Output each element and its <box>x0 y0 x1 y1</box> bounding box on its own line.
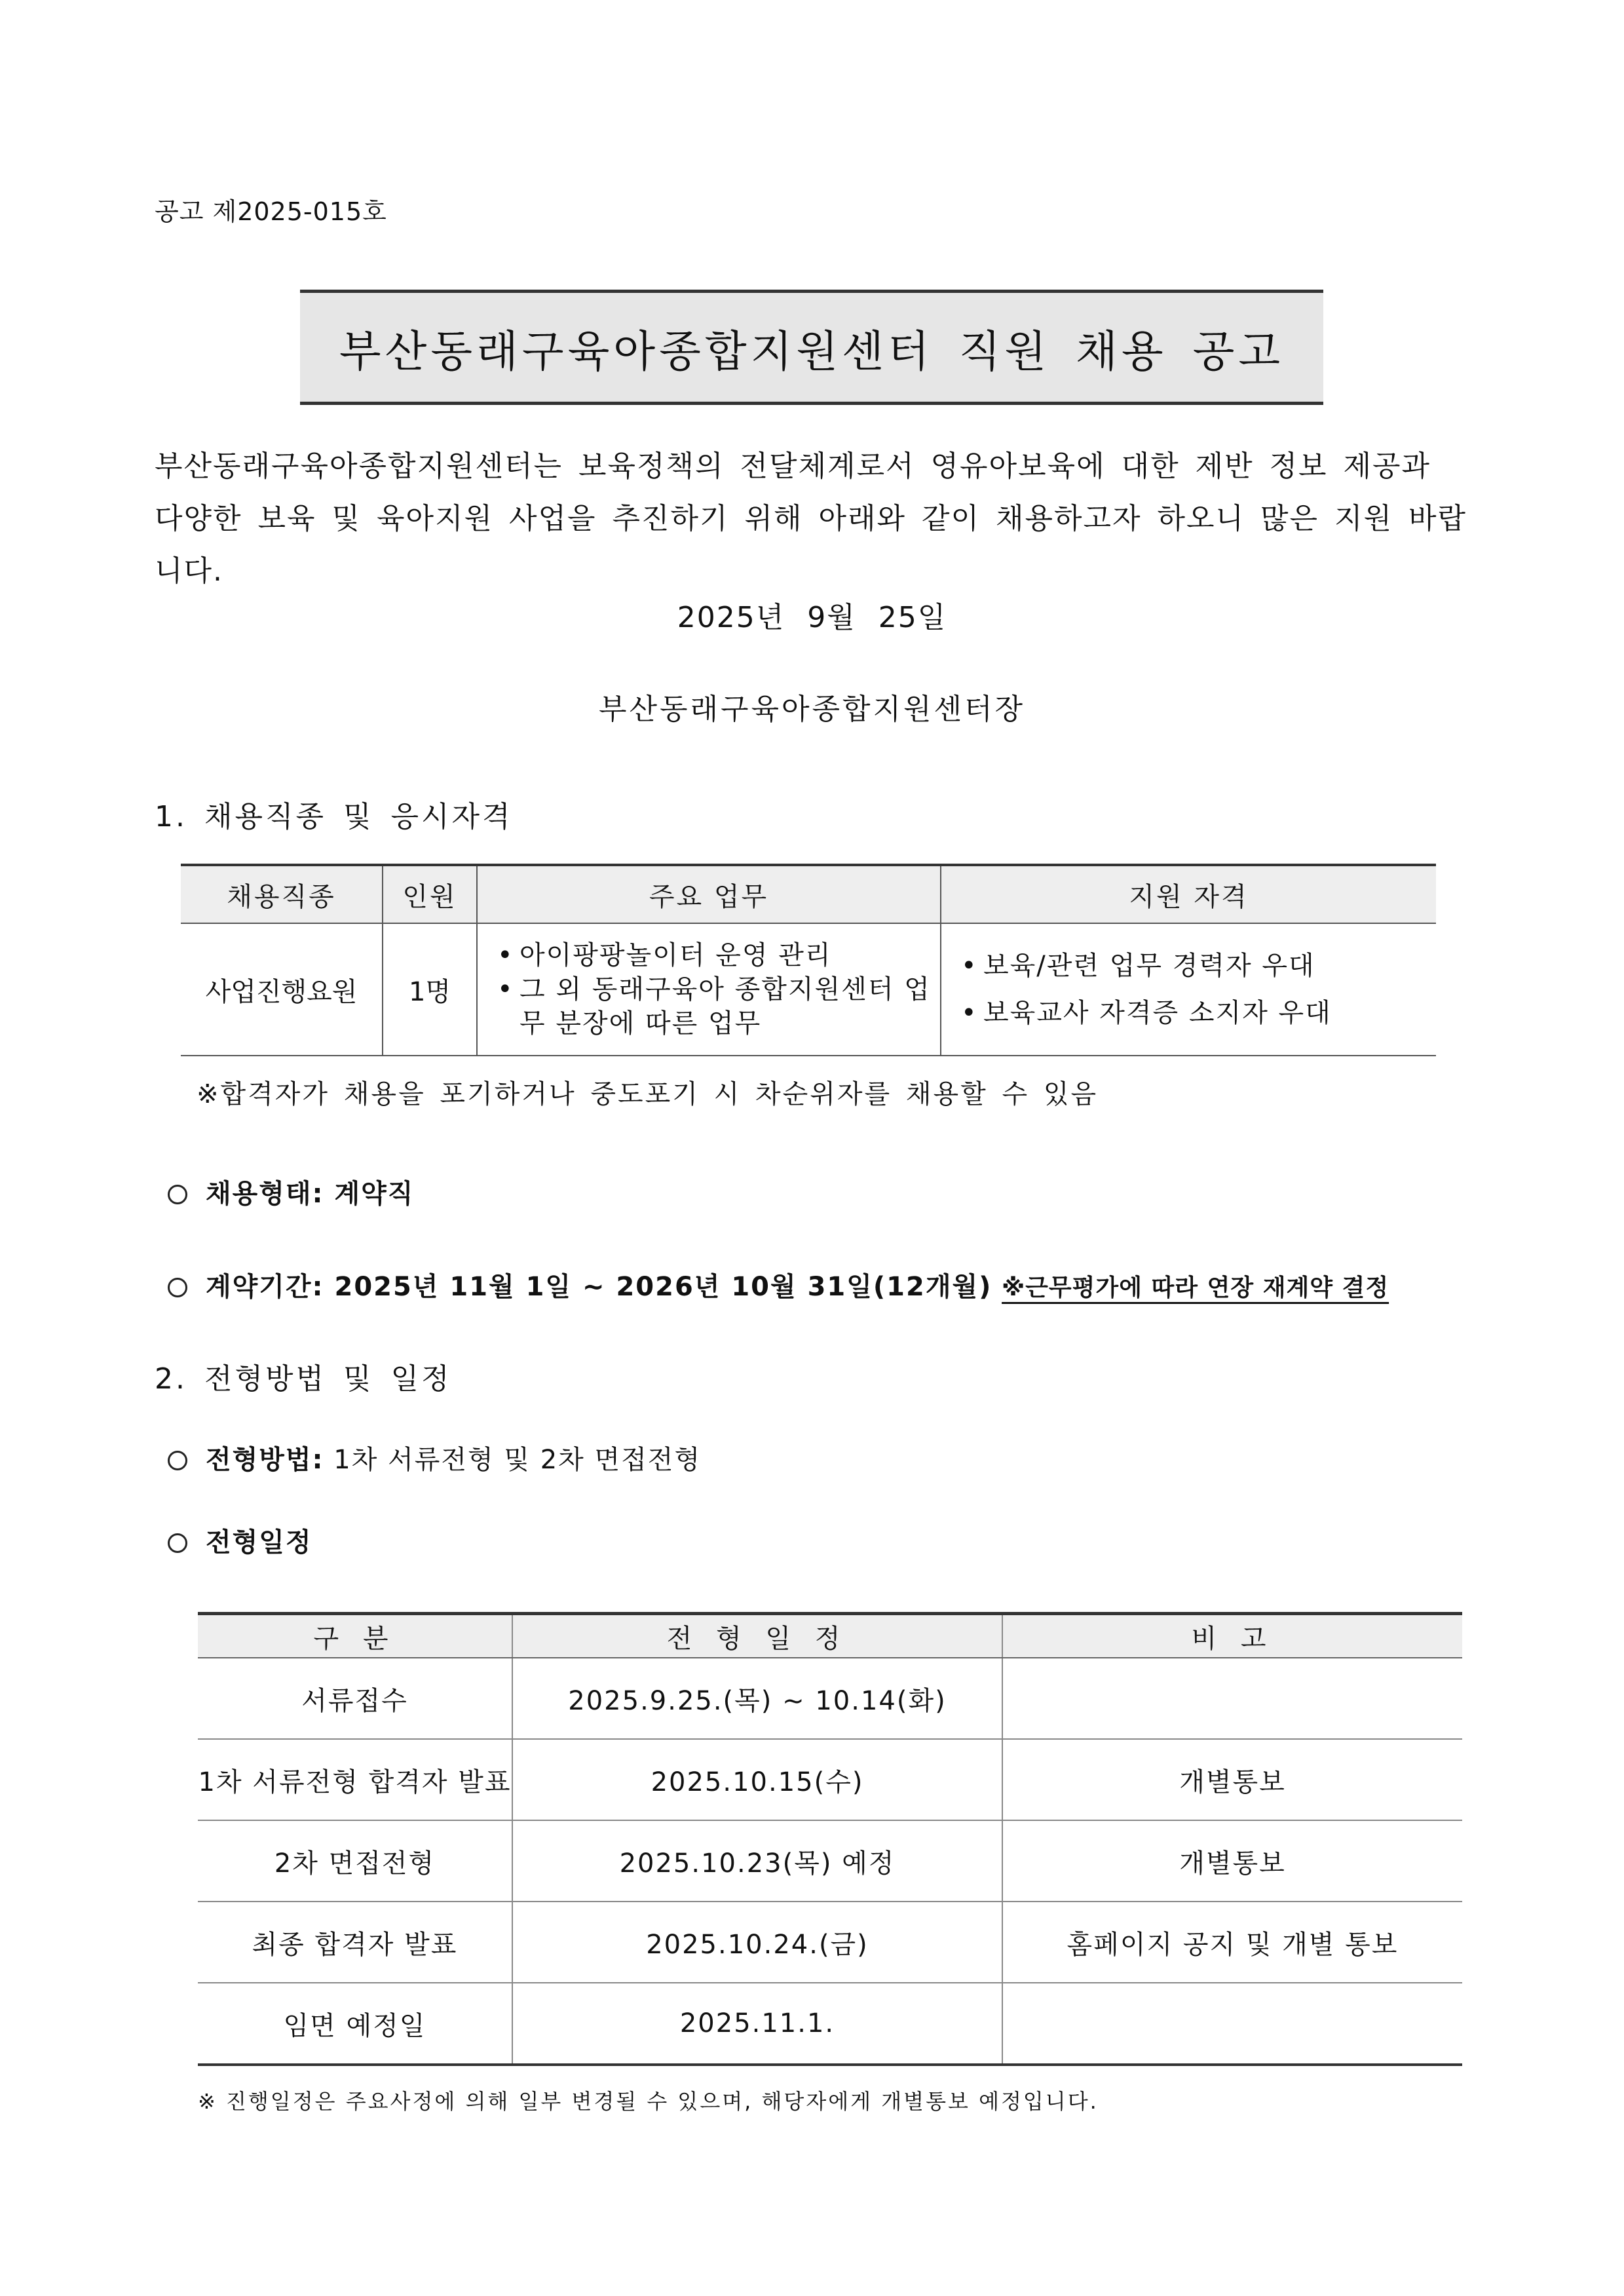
header-remark: 비 고 <box>1002 1614 1462 1658</box>
table-row <box>198 1983 1462 2065</box>
section2-heading: 2. 전형방법 및 일정 <box>155 1362 452 1396</box>
position-table <box>181 864 1436 1056</box>
section1-heading: 1. 채용직종 및 응시자격 <box>155 800 513 833</box>
schedule-footnote: ※ 진행일정은 주요사정에 의해 일부 변경될 수 있으며, 해당자에게 개별통보 예정입니다. <box>198 2089 1099 2114</box>
stage-cell: 임면 예정일 <box>198 1983 512 2065</box>
header-qualifications: 지원 자격 <box>941 865 1436 923</box>
circle-bullet-icon <box>168 1185 187 1204</box>
employment-type: 채용형태: 계약직 <box>168 1173 414 1210</box>
header-count: 인원 <box>383 865 477 923</box>
remark-cell <box>1002 1983 1462 2065</box>
intro-paragraph: 부산동래구육아종합지원센터는 보육정책의 전달체계로서 영유아보육에 대한 제반 정보 제공과 다양한 보육 및 육아지원 사업을 추진하기 위해 아래와 같이 채용하고자 하오니 많은 지원 바랍니다. <box>155 450 1467 588</box>
remark-cell: 홈페이지 공지 및 개별 통보 <box>1002 1902 1462 1983</box>
table-row <box>198 1658 1462 1739</box>
date-cell: 2025.10.24.(금) <box>512 1902 1002 1983</box>
contract-renewal-note: ※근무평가에 따라 연장 재계약 결정 <box>1002 1274 1389 1301</box>
header-stage: 구 분 <box>198 1614 512 1658</box>
stage-cell: 2차 면접전형 <box>198 1820 512 1902</box>
schedule-table <box>198 1612 1462 2066</box>
page-title: 부산동래구육아종합지원센터 직원 채용 공고 <box>339 326 1285 377</box>
selection-method: 전형방법: 1차 서류전형 및 2차 면접전형 <box>168 1439 701 1476</box>
circle-bullet-icon <box>168 1533 187 1553</box>
date-cell: 2025.9.25.(목) ~ 10.14(화) <box>512 1658 1002 1739</box>
header-schedule: 전 형 일 정 <box>512 1614 1002 1658</box>
duty-item: • 아이팡팡놀이터 운영 관리 <box>497 938 940 972</box>
schedule-table-header <box>198 1614 1462 1658</box>
qualification-item: • 보육/관련 업무 경력자 우대 <box>961 942 1436 989</box>
job-title: 사업진행요원 <box>181 923 383 1056</box>
header-duties: 주요 업무 <box>477 865 941 923</box>
stage-cell: 최종 합격자 발표 <box>198 1902 512 1983</box>
headcount: 1명 <box>383 923 477 1056</box>
duty-item: • 그 외 동래구육아 종합지원센터 업무 분장에 따른 업무 <box>497 972 940 1041</box>
table-row <box>198 1820 1462 1902</box>
duties-cell <box>477 923 941 1056</box>
position-table-header <box>181 865 1436 923</box>
remark-cell: 개별통보 <box>1002 1739 1462 1820</box>
stage-cell: 1차 서류전형 합격자 발표 <box>198 1739 512 1820</box>
remark-cell <box>1002 1658 1462 1739</box>
table-row <box>198 1902 1462 1983</box>
remark-cell: 개별통보 <box>1002 1820 1462 1902</box>
table-row <box>198 1739 1462 1820</box>
date-cell: 2025.11.1. <box>512 1983 1002 2065</box>
circle-bullet-icon <box>168 1451 187 1470</box>
selection-schedule-label: 전형일정 <box>168 1521 312 1559</box>
notice-number: 공고 제2025-015호 <box>155 197 387 226</box>
stage-cell: 서류접수 <box>198 1658 512 1739</box>
qualification-item: • 보육교사 자격증 소지자 우대 <box>961 989 1436 1037</box>
date-cell: 2025.10.23(목) 예정 <box>512 1820 1002 1902</box>
header-job: 채용직종 <box>181 865 383 923</box>
contract-period: 계약기간: 2025년 11월 1일 ~ 2026년 10월 31일(12개월) ※근무평가에 따라 연장 재계약 결정 <box>168 1266 1389 1303</box>
announcement-date: 2025년 9월 25일 <box>677 601 947 634</box>
qualifications-cell <box>941 923 1436 1056</box>
circle-bullet-icon <box>168 1278 187 1297</box>
date-cell: 2025.10.15(수) <box>512 1739 1002 1820</box>
issuer-name: 부산동래구육아종합지원센터장 <box>598 693 1026 726</box>
replacement-note: ※합격자가 채용을 포기하거나 중도포기 시 차순위자를 채용할 수 있음 <box>197 1079 1099 1109</box>
title-banner <box>300 290 1323 405</box>
table-row <box>181 923 1436 1056</box>
